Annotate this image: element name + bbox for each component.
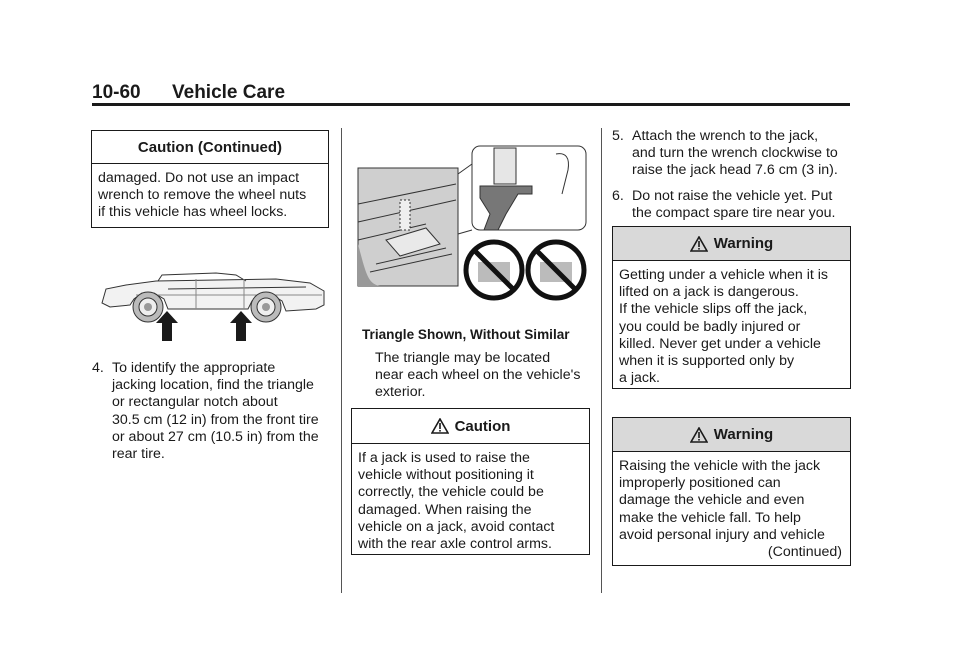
prohibited-position-1	[466, 242, 522, 298]
step-number: 4.	[92, 360, 104, 376]
step-4	[92, 360, 357, 463]
warning-box-1	[612, 226, 851, 389]
triangle-note	[375, 350, 595, 402]
caution-body	[352, 444, 589, 553]
section-title: Vehicle Care	[172, 82, 286, 103]
step-line: raise the jack head 7.6 cm (3 in).	[632, 162, 838, 179]
warning-line: Getting under a vehicle when it is	[619, 267, 828, 283]
step-line: rear tire.	[112, 446, 165, 463]
warning-line: make the vehicle fall. To help	[619, 509, 801, 526]
warning-line: lifted on a jack is dangerous.	[619, 284, 799, 301]
figure-caption: Triangle Shown, Without Similar	[362, 327, 570, 342]
step-6	[612, 188, 877, 222]
warning-line: avoid personal injury and vehicle	[619, 526, 825, 543]
warning-1-title-text: Warning	[713, 235, 774, 252]
front-wheel	[133, 292, 163, 322]
note-line: exterior.	[375, 384, 426, 401]
continued-label: (Continued)	[767, 544, 842, 561]
header-rule	[92, 103, 850, 106]
note-line: The triangle may be located	[375, 350, 551, 366]
warning-line: If the vehicle slips off the jack,	[619, 301, 808, 318]
step-line: or rectangular notch about	[112, 394, 278, 411]
warning-box-2	[612, 417, 851, 566]
warning-line: improperly positioned can	[619, 475, 781, 492]
caution-line: If a jack is used to raise the	[358, 450, 530, 466]
warning-triangle-icon	[431, 418, 449, 434]
page-header	[92, 82, 285, 104]
caution-continued-body	[92, 164, 328, 222]
step-line: and turn the wrench clockwise to	[632, 145, 838, 162]
step-number: 6.	[612, 188, 624, 204]
column-divider-2	[601, 128, 602, 593]
warning-line: a jack.	[619, 370, 661, 387]
step-number: 5.	[612, 128, 624, 144]
warning-triangle-icon	[690, 236, 708, 252]
page-number: 10-60	[92, 82, 141, 103]
warning-triangle-icon	[690, 427, 708, 443]
warning-line: Raising the vehicle with the jack	[619, 458, 821, 474]
step-line: 30.5 cm (12 in) from the front tire	[112, 411, 319, 428]
jacking-point-illustration	[356, 144, 590, 302]
caution-line: correctly, the vehicle could be	[358, 484, 544, 501]
note-line: near each wheel on the vehicle's	[375, 367, 581, 384]
step-line: or about 27 cm (10.5 in) from the	[112, 428, 319, 445]
warning-1-title	[613, 227, 850, 261]
step-5	[612, 128, 877, 180]
caution-line: wrench to remove the wheel nuts	[98, 187, 307, 204]
vehicle-side-illustration	[96, 265, 328, 343]
step-line: jacking location, find the triangle	[112, 377, 314, 394]
caution-continued-title: Caution (Continued)	[92, 131, 328, 164]
step-line: Attach the wrench to the jack,	[632, 128, 819, 144]
caution-line: damaged. When raising the	[358, 501, 532, 518]
step-line: Do not raise the vehicle yet. Put	[632, 188, 833, 204]
step-line: To identify the appropriate	[112, 360, 276, 376]
warning-2-title	[613, 418, 850, 452]
caution-continued-box	[91, 130, 329, 228]
prohibited-position-2	[528, 242, 584, 298]
warning-1-body	[613, 261, 850, 387]
warning-line: killed. Never get under a vehicle	[619, 335, 821, 352]
warning-line: you could be badly injured or	[619, 318, 801, 335]
caution-line: with the rear axle control arms.	[358, 536, 552, 553]
caution-line: damaged. Do not use an impact	[98, 170, 300, 186]
rear-wheel	[251, 292, 281, 322]
warning-line: damage the vehicle and even	[619, 492, 805, 509]
caution-line: vehicle on a jack, avoid contact	[358, 518, 555, 535]
caution-line: if this vehicle has wheel locks.	[98, 204, 288, 221]
caution-title-text: Caution	[454, 417, 511, 435]
caution-line: vehicle without positioning it	[358, 467, 534, 484]
warning-line: when it is supported only by	[619, 353, 795, 370]
caution-title	[352, 409, 589, 444]
warning-2-body	[613, 452, 850, 561]
caution-box	[351, 408, 590, 555]
step-line: the compact spare tire near you.	[632, 205, 836, 222]
warning-2-title-text: Warning	[713, 426, 774, 443]
